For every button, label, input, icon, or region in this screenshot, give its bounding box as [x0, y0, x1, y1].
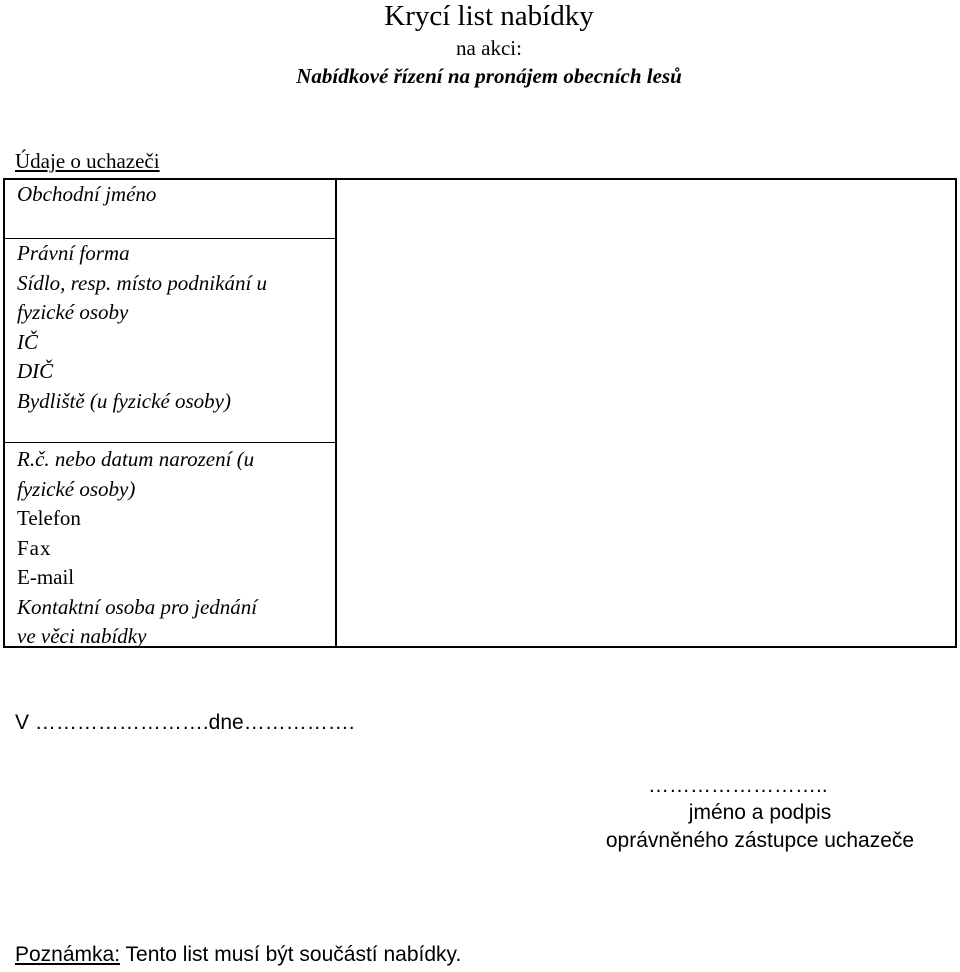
- field-label-birth-number-cont: fyzické osoby): [17, 476, 136, 501]
- document-subtitle: na akci:: [456, 36, 522, 60]
- field-label-dic: DIČ: [17, 359, 54, 383]
- signature-caption: jméno a podpis: [688, 801, 832, 824]
- field-label-fax: Fax: [17, 535, 52, 560]
- applicant-form-table: [3, 178, 957, 648]
- field-label-email: E-mail: [17, 565, 75, 589]
- note-label: Poznámka:: [15, 943, 121, 966]
- field-label-business-name: Obchodní jméno: [17, 182, 157, 206]
- table-row-divider: [5, 442, 335, 443]
- event-name: Nabídkové řízení na pronájem obecních lesů: [296, 64, 682, 88]
- field-label-contact-person: Kontaktní osoba pro jednání: [17, 594, 258, 619]
- table-column-divider: [335, 180, 337, 646]
- note: [15, 942, 461, 968]
- field-label-seat: Sídlo, resp. místo podnikání u: [17, 270, 268, 295]
- field-label-seat-cont: fyzické osoby: [17, 300, 129, 324]
- field-label-phone: Telefon: [17, 506, 81, 530]
- signature-dots: ……………………..: [648, 774, 828, 797]
- place-date-line: V …………………….dne…………….: [15, 711, 355, 734]
- field-label-contact-person-cont: ve věci nabídky: [17, 624, 147, 648]
- field-label-birth-number: R.č. nebo datum narození (u: [17, 447, 255, 471]
- note-text: Tento list musí být součástí nabídky.: [120, 943, 462, 966]
- field-label-ic: IČ: [17, 329, 38, 354]
- field-label-legal-form: Právní forma: [17, 241, 130, 265]
- field-label-residence: Bydliště (u fyzické osoby): [17, 388, 231, 413]
- document-title: Krycí list nabídky: [384, 0, 594, 32]
- section-heading: Údaje o uchazeči: [15, 149, 160, 173]
- signature-role: oprávněného zástupce uchazeče: [605, 829, 915, 852]
